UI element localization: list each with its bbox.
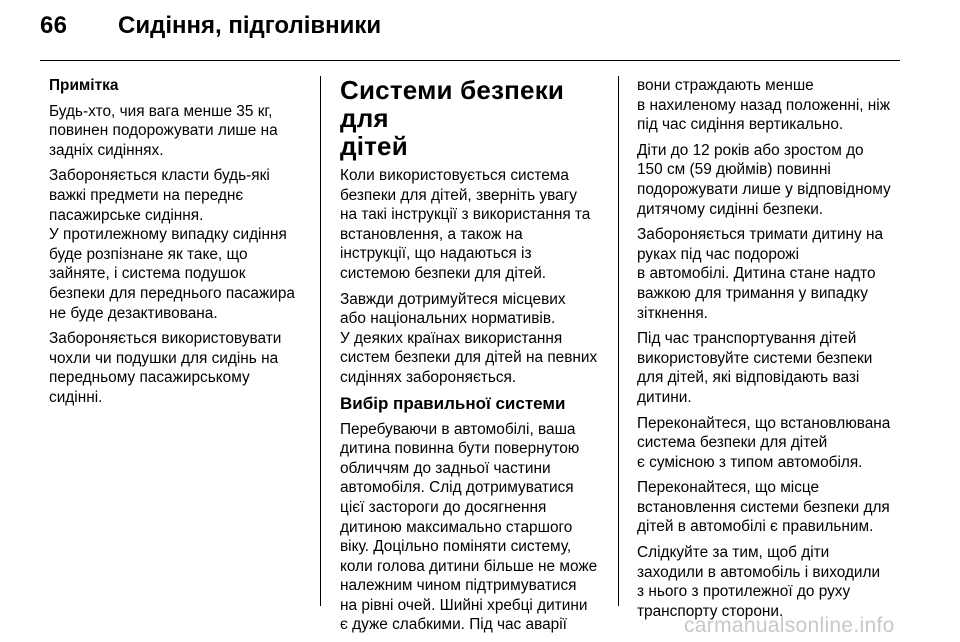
paragraph: Забороняється тримати дитину на руках під час подорожі в автомобілі. Дитина стане надто важкою для тримання у випадку зіткнення.: [637, 226, 884, 322]
paragraph: Діти до 12 років або зростом до 150 см (59 дюймів) повинні подорожувати лише у відповідному дитячому сидінні безпеки.: [637, 141, 891, 218]
paragraph: Переконайтеся, що місце встановлення системи безпеки для дітей в автомобілі є правильним.: [637, 479, 890, 536]
watermark: carmanualsonline.info: [684, 614, 895, 637]
note-title: Примітка: [49, 77, 119, 94]
page-number: 66: [40, 12, 68, 39]
paragraph: Завжди дотримуйтеся місцевих або національних нормативів. У деяких країнах використання систем безпеки для дітей на певних сидіннях забороняється.: [340, 290, 598, 386]
column-divider: [320, 76, 321, 606]
column-left: [49, 76, 313, 414]
header-rule: [40, 60, 900, 61]
paragraph: Забороняється використовувати чохли чи подушки для сидінь на передньому пасажирському сидінні.: [49, 330, 282, 406]
column-right: [637, 76, 909, 627]
paragraph: Слідкуйте за тим, щоб діти заходили в автомобіль і виходили з нього з протилежної до руху транспорту сторони.: [637, 544, 881, 620]
column-divider: [618, 76, 619, 606]
page-header: [0, 0, 960, 62]
section-heading: Системи безпеки для дітей: [340, 75, 565, 161]
section-title: Сидіння, підголівники: [118, 12, 382, 39]
paragraph: вони страждають менше в нахиленому назад положенні, ніж під час сидіння вертикально.: [637, 77, 891, 134]
paragraph: Переконайтеся, що встановлювана система безпеки для дітей є сумісною з типом автомобіля.: [637, 414, 891, 471]
subsection-heading: Вибір правильної системи: [340, 393, 566, 413]
paragraph: Під час транспортування дітей використовуйте системи безпеки для дітей, які відповідають вазі дитини.: [637, 330, 873, 406]
paragraph: Коли використовується система безпеки для дітей, зверніть увагу на такі інструкції з використання та встановлення, а також на інструкції, що надаються із системою безпеки для дітей.: [340, 167, 591, 282]
paragraph: Перебуваючи в автомобілі, ваша дитина повинна бути повернутою обличчям до задньої частини автомобіля. Слід дотримуватися цієї застороги до досягнення дитиною максимально старшого віку. Доцільно поміняти систему, коли голова дитини більше не може належним чином підтримуватися на рівні очей. Шийні хребці дитини є дуже слабкими. Під час аварії: [340, 420, 598, 634]
paragraph: Забороняється класти будь-які важкі предмети на переднє пасажирське сидіння. У протилежному випадку сидіння буде розпізнане як таке, що зайняте, і система подушок безпеки для переднього пасажира не буде дезактивована.: [49, 167, 295, 322]
note-text: Будь-хто, чия вага менше 35 кг, повинен подорожувати лише на задніх сидіннях.: [49, 102, 278, 159]
column-middle: [340, 76, 608, 641]
